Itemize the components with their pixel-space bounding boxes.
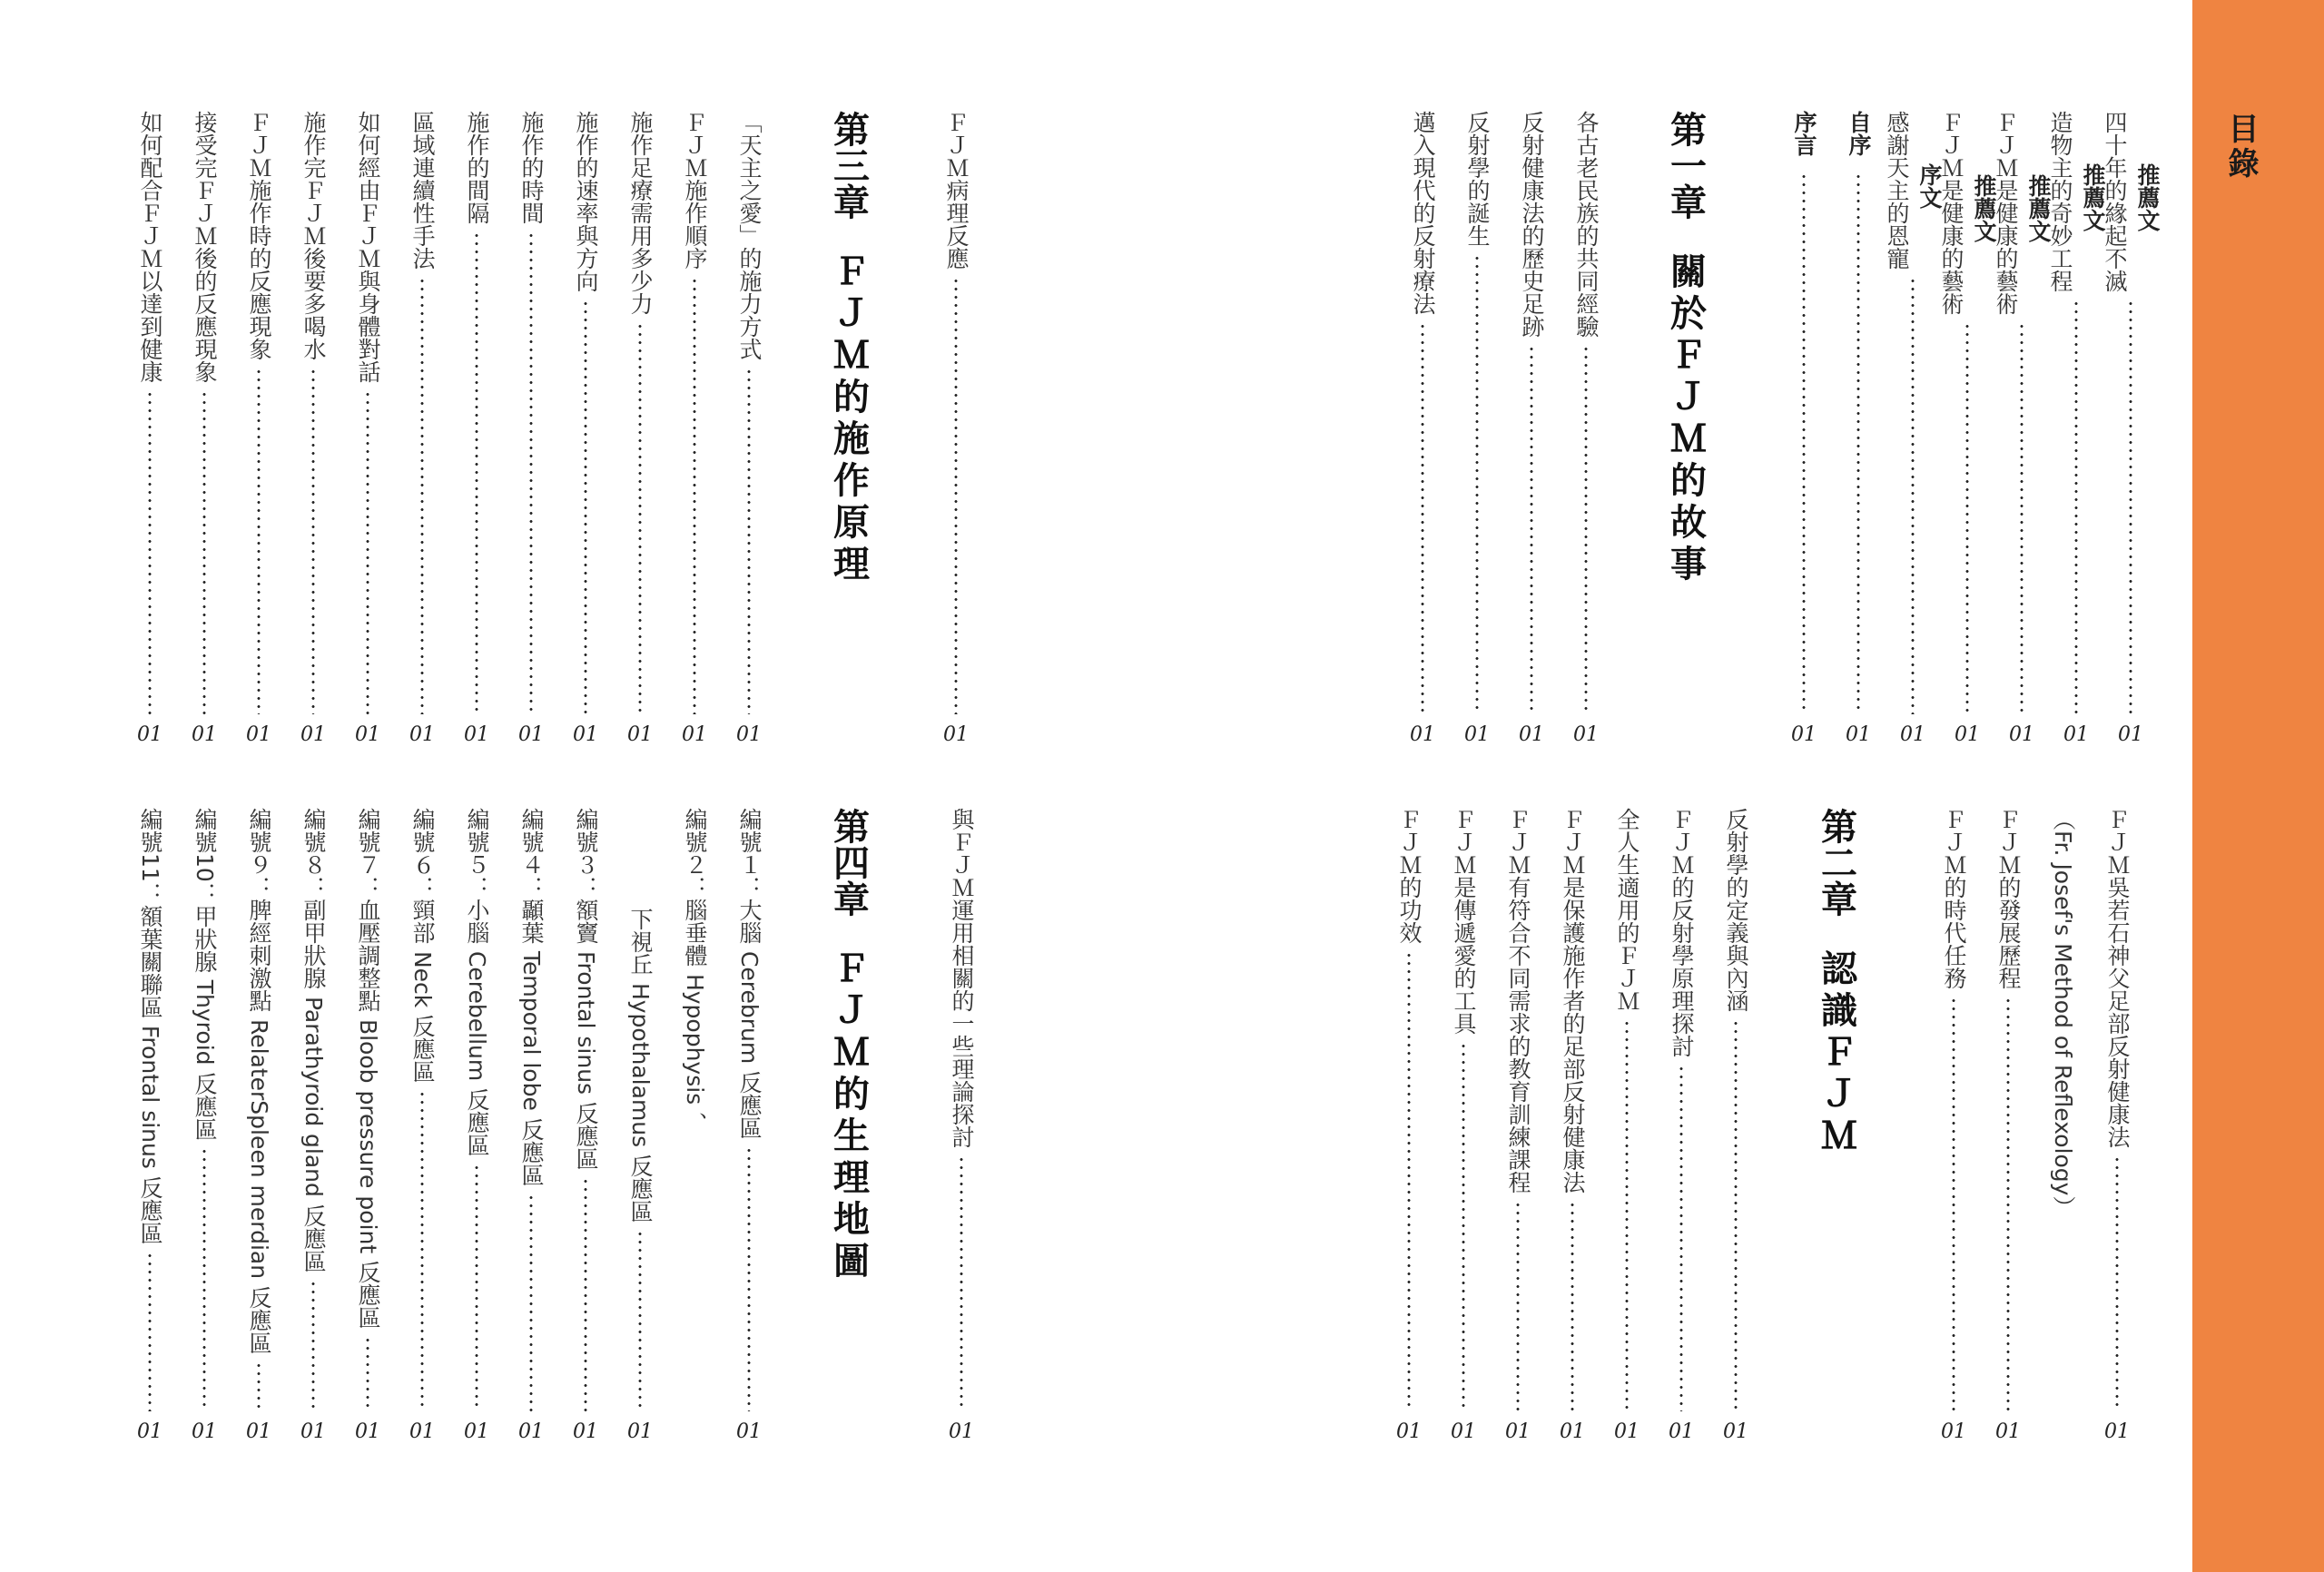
page-number: 01	[1464, 723, 1490, 746]
page-number: 01	[2009, 723, 2034, 746]
entry-text: 造物主的奇妙工程	[2047, 111, 2073, 292]
leader-dots	[2115, 1155, 2119, 1411]
page-number: 01	[355, 723, 380, 746]
page-number: 01	[2118, 723, 2143, 746]
toc-title: 目錄	[2222, 113, 2259, 182]
entry-tag: 推薦文	[1971, 174, 1997, 242]
entry-text: ＦＪＭ病理反應	[943, 111, 970, 270]
toc-entry[interactable]	[679, 111, 710, 746]
leader-dots	[584, 300, 587, 714]
toc-entry[interactable]	[1993, 111, 2052, 746]
toc-entry[interactable]	[1788, 111, 1819, 746]
entry-text: 感謝天主的恩寵	[1884, 111, 1910, 270]
toc-entry[interactable]	[1843, 111, 1874, 746]
page-number: 01	[627, 1420, 653, 1443]
toc-entry[interactable]	[1502, 808, 1533, 1443]
leader-dots	[954, 277, 958, 714]
leader-dots	[1571, 1201, 1574, 1411]
page-number: 01	[1505, 1420, 1531, 1443]
leader-dots	[2020, 322, 2024, 714]
toc-entry[interactable]	[2102, 808, 2132, 1443]
page-number: 01	[464, 723, 489, 746]
toc-entry[interactable]	[352, 111, 383, 746]
leader-dots	[202, 390, 206, 714]
toc-entry[interactable]	[407, 808, 438, 1443]
toc-entry[interactable]	[625, 111, 655, 746]
entry-text: ＦＪＭ的功效	[1396, 808, 1423, 944]
page-number: 01	[192, 723, 217, 746]
entry-text: 編號６：頸部 Neck 反應區	[409, 808, 436, 1084]
page-number: 01	[137, 1420, 162, 1443]
entry-text: 「天主之愛」的施力方式	[736, 111, 763, 360]
page-number: 01	[736, 723, 762, 746]
entry-text: ＦＪＭ是保護施作者的足部反射健康法	[1560, 808, 1586, 1194]
entry-text: ＦＪＭ是傳遞愛的工具	[1451, 808, 1477, 1035]
entry-text: 編號10：甲狀腺 Thyroid 反應區	[192, 808, 218, 1141]
entry-text: 如何配合ＦＪＭ以達到健康	[137, 111, 163, 383]
leader-dots	[1516, 1201, 1520, 1411]
leader-dots	[1679, 1065, 1683, 1411]
toc-entry[interactable]	[734, 111, 764, 746]
page-number: 01	[192, 1420, 217, 1443]
page-number: 01	[1941, 1420, 1966, 1443]
page-number: 01	[943, 723, 969, 746]
entry-text: （Fr. Josef's Method of Reflexology）	[2050, 808, 2076, 1219]
entry-tag: 序文	[1916, 162, 1943, 209]
leader-dots	[311, 368, 315, 714]
leader-dots	[1911, 277, 1915, 714]
entry-text: 接受完ＦＪＭ後的反應現象	[192, 111, 218, 383]
toc-entry[interactable]	[189, 808, 220, 1443]
entry-text: ＦＪＭ的發展歷程	[1995, 808, 2022, 989]
page-number: 01	[1519, 723, 1544, 746]
page-number: 01	[1723, 1420, 1748, 1443]
leader-dots	[2006, 997, 2010, 1411]
toc-entry[interactable]	[461, 808, 492, 1443]
page-number: 01	[1846, 723, 1871, 746]
toc-entry[interactable]	[1938, 111, 1997, 746]
leader-dots	[202, 1147, 206, 1411]
chapter-number: 第四章	[827, 808, 871, 917]
page-number: 01	[1410, 723, 1435, 746]
entry-tag: 自序	[1846, 111, 1872, 156]
toc-entry[interactable]	[1462, 111, 1492, 746]
page-number: 01	[246, 723, 271, 746]
leader-dots	[475, 231, 478, 714]
leader-dots	[1856, 172, 1860, 714]
entry-text: 反射健康法的歷史足跡	[1519, 111, 1545, 338]
entry-text: 編號11：額葉關聯區 Frontal sinus 反應區	[137, 808, 163, 1244]
toc-entry[interactable]	[1393, 808, 1424, 1443]
leader-dots	[1475, 254, 1479, 714]
toc-entry[interactable]	[1666, 808, 1697, 1443]
leader-dots	[257, 1361, 261, 1411]
leader-dots	[257, 368, 261, 714]
toc-entry[interactable]	[243, 808, 274, 1443]
leader-dots	[529, 231, 533, 714]
leader-dots	[747, 368, 751, 714]
leader-dots	[475, 1164, 478, 1411]
entry-text: 下視丘 Hypothalamus 反應區	[627, 908, 654, 1223]
page-number: 01	[1791, 723, 1817, 746]
toc-entry[interactable]	[940, 111, 971, 746]
chapter-title: 認識ＦＪＭ	[1815, 949, 1858, 1158]
leader-dots	[366, 390, 369, 714]
entry-text: 反射學的誕生	[1464, 111, 1491, 247]
leader-dots	[1584, 345, 1588, 714]
leader-dots	[148, 390, 152, 714]
page-number: 01	[518, 1420, 544, 1443]
leader-dots	[584, 1177, 587, 1411]
page-number: 01	[1900, 723, 1925, 746]
page-number: 01	[2104, 1420, 2130, 1443]
page-number: 01	[573, 723, 598, 746]
toc-entry[interactable]	[2047, 111, 2106, 746]
toc-entry[interactable]	[1720, 808, 1751, 1443]
leader-dots	[747, 1146, 751, 1411]
entry-text: 施作的時間	[518, 111, 545, 224]
leader-dots	[1952, 997, 1955, 1411]
toc-entry[interactable]	[243, 111, 274, 746]
toc-entry[interactable]	[189, 111, 220, 746]
chapter-heading-3[interactable]	[826, 111, 872, 586]
entry-text: 各古老民族的共同經驗	[1573, 111, 1600, 338]
page-number: 01	[300, 1420, 326, 1443]
entry-text: ＦＪＭ的反射學原理探討	[1669, 808, 1695, 1057]
toc-entry[interactable]	[734, 808, 764, 1443]
page-number: 01	[409, 723, 435, 746]
leader-dots	[366, 1336, 369, 1411]
toc-entry[interactable]	[1557, 808, 1588, 1443]
entry-text: 編號１：大腦 Cerebrum 反應區	[736, 808, 763, 1140]
page-number: 01	[2063, 723, 2089, 746]
toc-entry[interactable]	[1884, 111, 1943, 746]
toc-sidebar	[2192, 0, 2324, 1572]
entry-text: 與ＦＪＭ運用相關的一些理論探討	[949, 808, 975, 1148]
entry-text: 全人生適用的ＦＪＭ	[1614, 808, 1640, 1012]
leader-dots	[1802, 172, 1806, 714]
leader-dots	[1734, 1019, 1738, 1411]
leader-dots	[638, 1230, 642, 1411]
toc-entry[interactable]	[298, 111, 329, 746]
entry-tag: 推薦文	[2080, 162, 2106, 231]
toc-entry[interactable]	[1516, 111, 1547, 746]
entry-text: 編號２：腦垂體 Hypophysis 、	[682, 808, 708, 1135]
chapter-number: 第三章	[827, 111, 871, 220]
entry-text: ＦＪＭ的時代任務	[1941, 808, 1967, 989]
entry-text: 施作的速率與方向	[573, 111, 599, 292]
toc-entry[interactable]	[407, 111, 438, 746]
page-number: 01	[518, 723, 544, 746]
entry-text: 編號３：額竇 Frontal sinus 反應區	[573, 808, 599, 1171]
entry-tag: 推薦文	[2134, 162, 2161, 231]
entry-text: 編號８：副甲狀腺 Parathyroid gland 反應區	[300, 808, 327, 1272]
toc-entry[interactable]	[1407, 111, 1438, 746]
entry-text: 施作的間隔	[464, 111, 490, 224]
toc-entry[interactable]	[298, 808, 329, 1443]
entry-text: 反射學的定義與內涵	[1723, 808, 1749, 1012]
chapter-heading-2[interactable]	[1814, 808, 1859, 1158]
toc-entry[interactable]	[2102, 111, 2161, 746]
chapter-number: 第二章	[1815, 808, 1858, 917]
toc-entry-continued[interactable]	[2047, 808, 2078, 1218]
entry-text: ＦＪＭ是健康的藝術	[1938, 111, 1965, 315]
toc-entry[interactable]	[134, 808, 165, 1443]
page-number: 01	[627, 723, 653, 746]
toc-entry[interactable]	[352, 808, 383, 1443]
page-number: 01	[1396, 1420, 1422, 1443]
chapter-heading-1[interactable]	[1663, 111, 1709, 586]
page-number: 01	[949, 1420, 974, 1443]
entry-text: 區域連續性手法	[409, 111, 436, 270]
chapter-title: ＦＪＭ的生理地圖	[827, 949, 871, 1283]
toc-entry[interactable]	[1993, 808, 2024, 1443]
entry-text: 編號７：血壓調整點 Bloob pressure point 反應區	[355, 808, 381, 1330]
page-number: 01	[409, 1420, 435, 1443]
leader-dots	[1407, 951, 1411, 1411]
entry-text: 四十年的緣起不滅	[2102, 111, 2128, 292]
leader-dots	[1421, 322, 1424, 714]
page-number: 01	[246, 1420, 271, 1443]
chapter-number: 第一章	[1664, 111, 1708, 220]
page-number: 01	[682, 723, 707, 746]
leader-dots	[1530, 345, 1533, 714]
page-number: 01	[1614, 1420, 1640, 1443]
page-number: 01	[1955, 723, 1980, 746]
page-number: 01	[1573, 723, 1599, 746]
page-number: 01	[300, 723, 326, 746]
page-number: 01	[573, 1420, 598, 1443]
leader-dots	[2074, 300, 2078, 714]
leader-dots	[1965, 322, 1969, 714]
page-number: 01	[1451, 1420, 1476, 1443]
leader-dots	[1462, 1042, 1465, 1411]
toc-entry[interactable]	[570, 808, 601, 1443]
entry-tag: 序言	[1791, 111, 1817, 156]
leader-dots	[148, 1252, 152, 1411]
toc-entry[interactable]	[1571, 111, 1601, 746]
chapter-heading-4[interactable]	[826, 808, 872, 1283]
leader-dots	[693, 277, 696, 714]
page-number: 01	[736, 1420, 762, 1443]
entry-text: 施作完ＦＪＭ後要多喝水	[300, 111, 327, 360]
toc-entry[interactable]	[134, 111, 165, 746]
chapter-title: 關於ＦＪＭ的故事	[1664, 252, 1708, 586]
entry-text: ＦＪＭ是健康的藝術	[1993, 111, 2019, 315]
page-number: 01	[464, 1420, 489, 1443]
page-number: 01	[1669, 1420, 1694, 1443]
toc-entry[interactable]	[1611, 808, 1642, 1443]
leader-dots	[638, 322, 642, 714]
leader-dots	[2129, 300, 2132, 714]
toc-entry[interactable]	[516, 111, 547, 746]
entry-text: 如何經由ＦＪＭ與身體對話	[355, 111, 381, 383]
entry-text: 編號５：小腦 Cerebellum 反應區	[464, 808, 490, 1157]
entry-text: 編號４：顳葉 Temporal lobe 反應區	[518, 808, 545, 1186]
entry-text: 施作足療需用多少力	[627, 111, 654, 315]
toc-entry[interactable]	[570, 111, 601, 746]
page-number: 01	[137, 723, 162, 746]
entry-text: ＦＪＭ有符合不同需求的教育訓練課程	[1505, 808, 1531, 1194]
entry-text: ＦＪＭ吳若石神父足部反射健康法	[2104, 808, 2131, 1148]
toc-entry[interactable]	[461, 111, 492, 746]
page-number: 01	[355, 1420, 380, 1443]
entry-text: 編號９：脾經刺激點 RelaterSpleen merdian 反應區	[246, 808, 272, 1355]
leader-dots	[1625, 1019, 1629, 1411]
leader-dots	[420, 1090, 424, 1411]
toc-entry[interactable]	[1938, 808, 1969, 1443]
leader-dots	[960, 1155, 963, 1411]
entry-text: ＦＪＭ施作時的反應現象	[246, 111, 272, 360]
leader-dots	[311, 1280, 315, 1411]
toc-entry[interactable]	[516, 808, 547, 1443]
chapter-title: ＦＪＭ的施作原理	[827, 252, 871, 586]
page-number: 01	[1560, 1420, 1585, 1443]
leader-dots	[529, 1194, 533, 1411]
entry-text: 邁入現代的反射療法	[1410, 111, 1436, 315]
toc-entry[interactable]	[946, 808, 977, 1443]
entry-tag: 推薦文	[2025, 174, 2052, 242]
entry-text: ＦＪＭ施作順序	[682, 111, 708, 270]
toc-entry[interactable]	[625, 908, 655, 1443]
toc-entry[interactable]	[1448, 808, 1479, 1443]
toc-entry-continued[interactable]	[679, 808, 710, 1135]
page-number: 01	[1995, 1420, 2021, 1443]
leader-dots	[420, 277, 424, 714]
